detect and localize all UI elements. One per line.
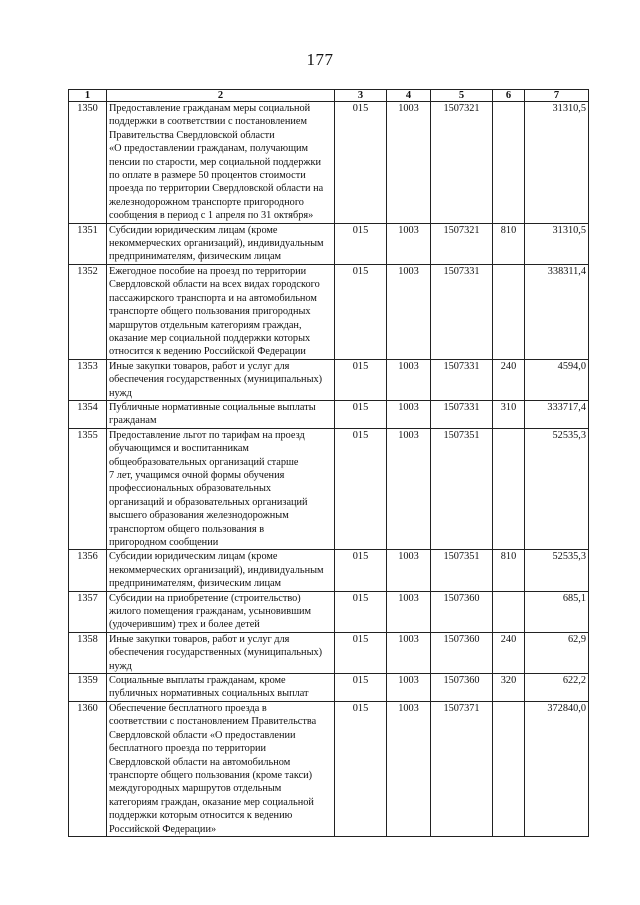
row-target-code: 1507331 — [431, 359, 493, 400]
row-ministry-code: 015 — [335, 674, 387, 702]
page-number: 177 — [306, 50, 334, 69]
row-amount: 372840,0 — [525, 701, 589, 836]
budget-table — [68, 89, 589, 837]
row-section-code: 1003 — [387, 674, 431, 702]
row-number: 1359 — [69, 674, 107, 702]
table-row — [69, 264, 589, 359]
table-row — [69, 550, 589, 591]
table-row — [69, 632, 589, 673]
header-row — [69, 90, 589, 102]
row-ministry-code: 015 — [335, 102, 387, 224]
row-number: 1351 — [69, 223, 107, 264]
row-number: 1354 — [69, 400, 107, 428]
table-row — [69, 102, 589, 224]
header-col-5: 5 — [431, 90, 493, 102]
table-row — [69, 701, 589, 836]
row-ministry-code: 015 — [335, 223, 387, 264]
row-number: 1357 — [69, 591, 107, 632]
row-amount: 31310,5 — [525, 223, 589, 264]
row-target-code: 1507321 — [431, 102, 493, 224]
row-amount: 685,1 — [525, 591, 589, 632]
row-amount: 4594,0 — [525, 359, 589, 400]
row-target-code: 1507360 — [431, 674, 493, 702]
row-ministry-code: 015 — [335, 428, 387, 550]
row-expense-type — [493, 701, 525, 836]
header-col-1: 1 — [69, 90, 107, 102]
row-name: Публичные нормативные социальные выплаты гражданам — [107, 400, 335, 428]
row-section-code: 1003 — [387, 550, 431, 591]
row-name: Предоставление льгот по тарифам на проезд обучающимся и воспитанникам общеобразовательных организаций старше 7 лет, учащимся очной формы обучения профессиональных образовательных организаций и образовательных организаций высшего образования железнодорожным транспортом общего пользования в пригородном сообщении — [107, 428, 335, 550]
row-target-code: 1507351 — [431, 550, 493, 591]
row-name: Иные закупки товаров, работ и услуг для обеспечения государственных (муниципальных) нужд — [107, 359, 335, 400]
row-ministry-code: 015 — [335, 359, 387, 400]
row-name: Субсидии юридическим лицам (кроме некоммерческих организаций), индивидуальным предпринимателям, физическим лицам — [107, 550, 335, 591]
row-amount: 622,2 — [525, 674, 589, 702]
row-number: 1352 — [69, 264, 107, 359]
row-expense-type: 310 — [493, 400, 525, 428]
row-amount: 338311,4 — [525, 264, 589, 359]
row-target-code: 1507371 — [431, 701, 493, 836]
row-expense-type: 240 — [493, 359, 525, 400]
row-section-code: 1003 — [387, 591, 431, 632]
row-number: 1358 — [69, 632, 107, 673]
row-number: 1360 — [69, 701, 107, 836]
row-expense-type — [493, 264, 525, 359]
header-col-2: 2 — [107, 90, 335, 102]
row-ministry-code: 015 — [335, 550, 387, 591]
row-amount: 333717,4 — [525, 400, 589, 428]
header-col-4: 4 — [387, 90, 431, 102]
row-section-code: 1003 — [387, 400, 431, 428]
row-ministry-code: 015 — [335, 701, 387, 836]
row-amount: 52535,3 — [525, 428, 589, 550]
row-target-code: 1507360 — [431, 591, 493, 632]
header-col-7: 7 — [525, 90, 589, 102]
row-section-code: 1003 — [387, 359, 431, 400]
row-expense-type — [493, 428, 525, 550]
row-target-code: 1507331 — [431, 400, 493, 428]
row-section-code: 1003 — [387, 102, 431, 224]
row-expense-type — [493, 591, 525, 632]
row-expense-type: 240 — [493, 632, 525, 673]
row-target-code: 1507331 — [431, 264, 493, 359]
row-ministry-code: 015 — [335, 591, 387, 632]
table-row — [69, 359, 589, 400]
row-name: Социальные выплаты гражданам, кроме публичных нормативных социальных выплат — [107, 674, 335, 702]
header-col-6: 6 — [493, 90, 525, 102]
row-section-code: 1003 — [387, 223, 431, 264]
row-number: 1356 — [69, 550, 107, 591]
table-row — [69, 591, 589, 632]
row-name: Субсидии на приобретение (строительство) жилого помещения гражданам, усыновившим (удочерившим) трех и более детей — [107, 591, 335, 632]
row-ministry-code: 015 — [335, 400, 387, 428]
table-row — [69, 223, 589, 264]
row-number: 1350 — [69, 102, 107, 224]
table-row — [69, 400, 589, 428]
row-target-code: 1507351 — [431, 428, 493, 550]
row-name: Предоставление гражданам меры социальной поддержки в соответствии с постановлением Правительства Свердловской области «О предоставлении гражданам, получающим пенсии по старости, мер социальной поддержки по оплате в размере 50 процентов стоимости проезда по территории Свердловской области на железнодорожном транспорте пригородного сообщения в период с 1 апреля по 31 октября» — [107, 102, 335, 224]
row-section-code: 1003 — [387, 428, 431, 550]
row-target-code: 1507360 — [431, 632, 493, 673]
row-name: Ежегодное пособие на проезд по территории Свердловской области на всех видах городского пассажирского транспорта и на автомобильном транспорте общего пользования пригородных маршрутов отдельным категориям граждан, оказание мер социальной поддержки которых относится к ведению Российской Федерации — [107, 264, 335, 359]
row-expense-type — [493, 102, 525, 224]
header-col-3: 3 — [335, 90, 387, 102]
row-section-code: 1003 — [387, 701, 431, 836]
row-ministry-code: 015 — [335, 632, 387, 673]
row-number: 1355 — [69, 428, 107, 550]
table-row — [69, 674, 589, 702]
row-expense-type: 810 — [493, 550, 525, 591]
row-target-code: 1507321 — [431, 223, 493, 264]
row-ministry-code: 015 — [335, 264, 387, 359]
row-name: Обеспечение бесплатного проезда в соответствии с постановлением Правительства Свердловской области «О предоставлении бесплатного проезда по территории Свердловской области на автомобильном транспорте общего пользования (кроме такси) междугородных маршрутов отдельным категориям граждан, оказание мер социальной поддержки которым относится к ведению Российской Федерации» — [107, 701, 335, 836]
row-expense-type: 810 — [493, 223, 525, 264]
row-amount: 52535,3 — [525, 550, 589, 591]
row-name: Иные закупки товаров, работ и услуг для обеспечения государственных (муниципальных) нужд — [107, 632, 335, 673]
row-amount: 31310,5 — [525, 102, 589, 224]
row-amount: 62,9 — [525, 632, 589, 673]
row-expense-type: 320 — [493, 674, 525, 702]
table-row — [69, 428, 589, 550]
row-name: Субсидии юридическим лицам (кроме некоммерческих организаций), индивидуальным предпринимателям, физическим лицам — [107, 223, 335, 264]
row-section-code: 1003 — [387, 264, 431, 359]
row-section-code: 1003 — [387, 632, 431, 673]
row-number: 1353 — [69, 359, 107, 400]
